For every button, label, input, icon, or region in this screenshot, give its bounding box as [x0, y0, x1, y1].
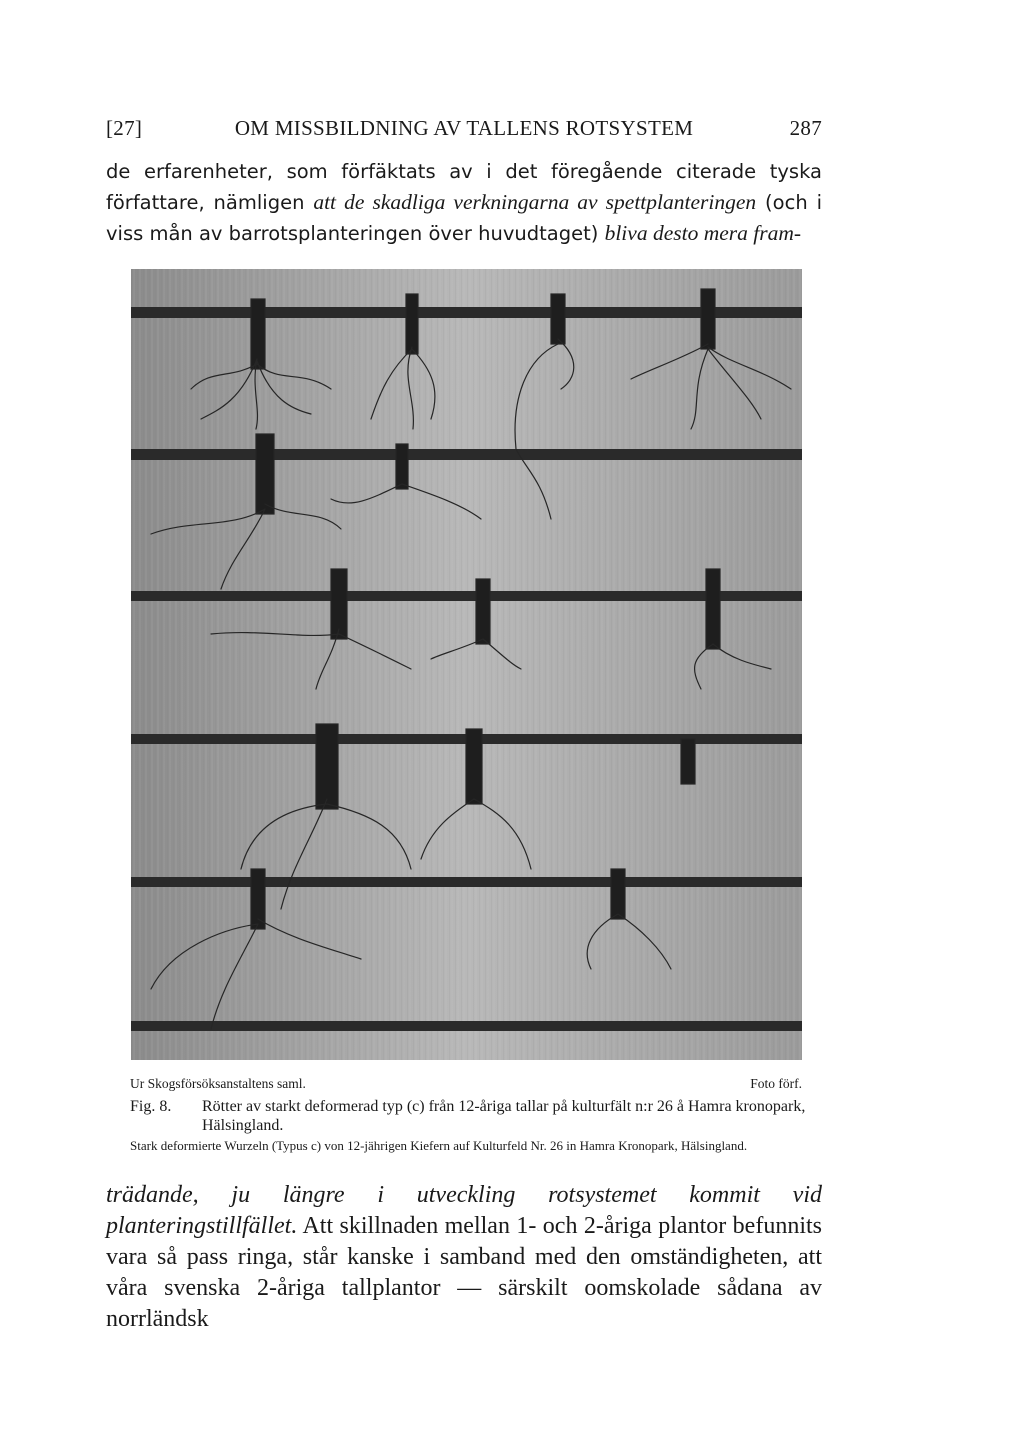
running-header — [106, 116, 822, 146]
figure-label: Fig. 8. — [130, 1098, 172, 1115]
figure-caption-german: Stark deformierte Wurzeln (Typus c) von 12-jährigen Kiefern auf Kulturfeld Nr. 26 in Hamra Kronopark, Hälsingland. — [130, 1138, 748, 1153]
para-bottom-text: Att skillnaden mellan 1- och 2-åriga plantor befunnits vara så pass ringa, står kanske i samband med den omständigheten, att våra svenska 2-åriga tallplantor — särskilt oomskolade sådana av norrländsk — [106, 1213, 822, 1332]
running-title: OM MISSBILDNING AV TALLENS ROTSYSTEM — [234, 116, 694, 140]
figure-caption-swedish — [130, 1097, 810, 1135]
para-top-italic-1: att de skadliga verkningarna av spettplanteringen — [313, 190, 757, 214]
page-number: 287 — [789, 116, 822, 140]
photographer-credit: Foto förf. — [750, 1076, 802, 1091]
para-top-text-2: (och i viss mån av barrotsplanteringen över huvudtaget) — [106, 191, 822, 245]
para-top-text-1: de erfarenheter, som förfäktats av i det föregående citerade tyska författare, nämligen — [106, 160, 822, 214]
para-bottom-italic: trädande, ju längre i utveckling rotsystemet kommit vid planteringstillfället. — [106, 1182, 822, 1239]
body-paragraph-top — [106, 157, 822, 249]
caption-text-swedish: Rötter av starkt deformerad typ (c) från 12-åriga tallar på kulturfält n:r 26 å Hamra kronopark, Hälsingland. — [202, 1098, 806, 1134]
collection-credit: Ur Skogsförsöksanstaltens saml. — [130, 1076, 306, 1091]
section-ref: [27] — [106, 116, 143, 140]
para-top-italic-2: bliva desto mera fram- — [604, 221, 802, 245]
body-paragraph-bottom — [106, 1180, 822, 1335]
root-system-photograph — [131, 269, 802, 1060]
photo-credit-line — [130, 1076, 802, 1094]
